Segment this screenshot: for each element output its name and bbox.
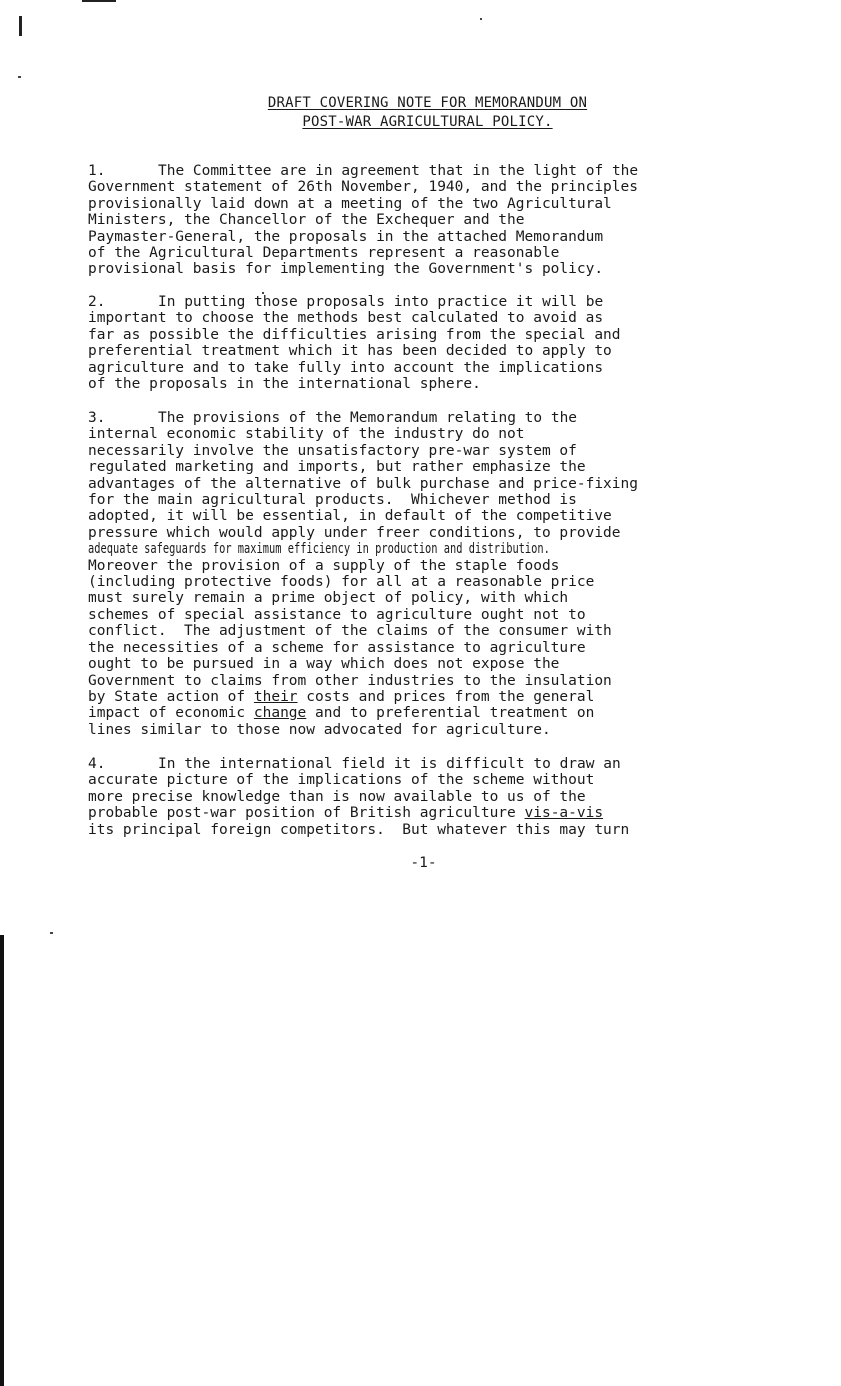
paragraph-number: 2. [88,294,106,310]
paragraph-line: regulated marketing and imports, but rather emphasize the [88,459,586,476]
paragraph-number: 4. [88,756,106,772]
paragraph-line: accurate picture of the implications of the scheme without [88,772,595,789]
paragraph-line: far as possible the difficulties arising from the special and [88,326,621,343]
document-title-line-1: DRAFT COVERING NOTE FOR MEMORANDUM ON [267,95,588,111]
paragraph-line: impact of economic change and to preferential treatment on [88,705,595,722]
paragraph-line: its principal foreign competitors. But whatever this may turn [88,821,630,838]
paragraph-line: Paymaster-General, the proposals in the attached Memorandum [88,228,604,245]
paragraph-1 [88,163,728,278]
paragraph-line: probable post-war position of British agriculture vis-a-vis [88,805,604,822]
paragraph-line: In the international field it is difficult to draw an [158,756,621,772]
scan-mark [82,0,116,2]
paragraph-number: 3. [88,410,106,426]
paragraph-line: In putting those proposals into practice it will be [158,294,604,310]
scan-mark [19,16,22,36]
paragraph-line: Government to claims from other industries to the insulation [88,672,612,689]
paragraph-line: Ministers, the Chancellor of the Exchequer and the [88,212,525,229]
scan-speck [50,932,53,934]
paragraph-line: schemes of special assistance to agriculture ought not to [88,606,586,623]
underlined-word: change [253,705,307,722]
paragraph-line: provisionally laid down at a meeting of the two Agricultural [88,195,612,212]
paragraph-line: pressure which would apply under freer conditions, to provide [88,524,621,541]
paragraph-line: conflict. The adjustment of the claims of the consumer with [88,623,612,640]
paragraph-line: (including protective foods) for all at a reasonable price [88,574,595,591]
underlined-word: their [253,688,298,705]
underlined-word: vis-a-vis [524,805,604,822]
paragraph-line: of the Agricultural Departments represent a reasonable [88,245,560,262]
scan-speck [480,18,482,20]
paragraph-line: agriculture and to take fully into account the implications [88,359,604,376]
paragraph-line: advantages of the alternative of bulk purchase and price-fixing [88,475,638,492]
paragraph-line: necessarily involve the unsatisfactory pre-war system of [88,442,577,459]
paragraph-line-condensed: adequate safeguards for maximum efficiency in production and distribution. [88,541,550,558]
paragraph-line: The provisions of the Memorandum relating to the [158,410,578,426]
paragraph-line: ought to be pursued in a way which does not expose the [88,656,560,673]
paragraph-line: the necessities of a scheme for assistance to agriculture [88,639,586,656]
paragraph-line: preferential treatment which it has been decided to apply to [88,343,612,360]
paragraph-line: Moreover the provision of a supply of the staple foods [88,557,560,574]
paragraph-line: internal economic stability of the industry do not [88,426,525,443]
paragraph-line: lines similar to those now advocated for agriculture. [88,721,551,738]
document-title-line-2: POST-WAR AGRICULTURAL POLICY. [302,114,553,130]
paragraph-line: adopted, it will be essential, in default of the competitive [88,508,612,525]
paragraph-line: provisional basis for implementing the Government's policy. [88,261,604,278]
paragraph-line: by State action of their costs and prices from the general [88,688,595,705]
paragraph-line: The Committee are in agreement that in the light of the [158,163,639,179]
page-number: -1- [410,855,437,871]
paragraph-line: Government statement of 26th November, 1940, and the principles [88,179,638,196]
paragraph-line: more precise knowledge than is now available to us of the [88,788,586,805]
paragraph-line: of the proposals in the international sphere. [88,376,481,393]
paragraph-line: important to choose the methods best calculated to avoid as [88,310,604,327]
paragraph-3 [88,410,728,738]
scan-edge [0,935,4,1386]
scan-speck [18,76,21,78]
paragraph-number: 1. [88,163,106,179]
paragraph-2 [88,294,728,392]
paragraph-line: must surely remain a prime object of policy, with which [88,590,569,607]
paragraph-4 [88,756,728,838]
paragraph-line: for the main agricultural products. Whichever method is [88,492,577,509]
